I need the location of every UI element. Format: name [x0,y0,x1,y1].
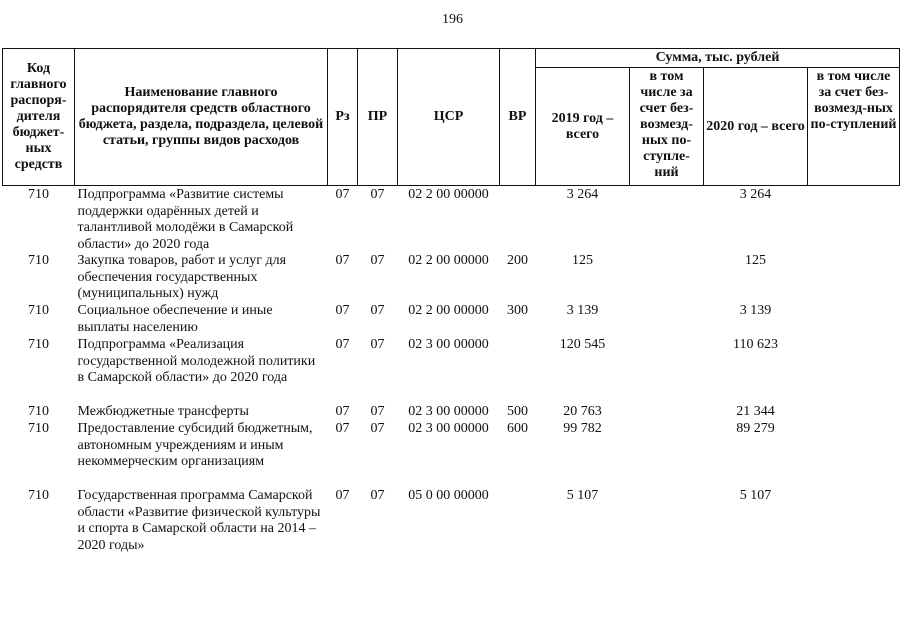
cell-rz: 07 [335,187,350,202]
cell-2020-total: 125 [745,253,766,268]
header-2019-free: в том числе за счет без-возмезд-ных по-ступле-ний [630,68,704,186]
cell-2019-total: 120 545 [559,337,606,352]
table-row [3,421,900,488]
cell-2020-total: 89 279 [736,421,775,436]
cell-name: Социальное обеспечение и иные выплаты населению [77,303,273,335]
table-row [3,186,900,254]
cell-rz: 07 [335,337,350,352]
cell-csr: 02 2 00 00000 [408,187,489,202]
cell-name: Предоставление субсидий бюджетным, автономным учреждениям и иным некоммерческим организациям [77,421,313,469]
cell-vr: 600 [507,421,528,436]
cell-pr: 07 [370,421,385,436]
cell-2020-free [808,404,900,421]
cell-rz: 07 [335,421,350,436]
cell-2020-free [808,421,900,488]
header-2019-total: 2019 год – всего [536,68,630,186]
cell-code: 710 [28,404,49,419]
cell-code: 710 [28,253,49,268]
cell-vr [500,488,536,578]
cell-2020-free [808,186,900,254]
cell-code: 710 [28,488,49,503]
cell-vr [500,186,536,254]
cell-code: 710 [28,421,49,436]
cell-2019-total: 3 264 [566,187,599,202]
cell-2020-total: 3 264 [739,187,772,202]
cell-2019-free [630,337,704,404]
cell-pr: 07 [370,253,385,268]
cell-pr: 07 [370,404,385,419]
table-row [3,337,900,404]
cell-code: 710 [28,303,49,318]
cell-2019-free [630,186,704,254]
cell-2019-free [630,404,704,421]
cell-csr: 02 3 00 00000 [408,337,489,352]
cell-rz: 07 [335,253,350,268]
cell-name: Подпрограмма «Реализация государственной молодежной политики в Самарской области» до 2020 года [77,337,316,385]
cell-code: 710 [28,187,49,202]
header-rz: Рз [328,49,358,186]
cell-csr: 05 0 00 00000 [408,488,489,503]
cell-2020-free [808,488,900,578]
cell-csr: 02 3 00 00000 [408,421,489,436]
table-row [3,253,900,303]
cell-name: Государственная программа Самарской области «Развитие физической культуры и спорта в Самарской области на 2014 – 2020 годы» [77,488,321,553]
header-2020-free: в том числе за счет без-возмезд-ных по-ступлений [808,68,900,186]
cell-2020-total: 3 139 [739,303,772,318]
header-2020-total: 2020 год – всего [704,68,808,186]
cell-pr: 07 [370,488,385,503]
cell-2019-free [630,303,704,337]
cell-rz: 07 [335,303,350,318]
cell-2019-total: 3 139 [566,303,599,318]
budget-table [2,48,900,578]
header-code: Код главного распоря-дителя бюджет-ных средств [3,49,75,186]
cell-csr: 02 2 00 00000 [408,303,489,318]
cell-vr [500,337,536,404]
header-name: Наименование главного распорядителя средств областного бюджета, раздела, подраздела, целевой статьи, группы видов расходов [75,49,328,186]
header-vr: ВР [500,49,536,186]
cell-2019-free [630,253,704,303]
cell-2020-total: 5 107 [739,488,772,503]
cell-pr: 07 [370,303,385,318]
header-pr: ПР [358,49,398,186]
cell-rz: 07 [335,488,350,503]
cell-2020-free [808,337,900,404]
cell-csr: 02 3 00 00000 [408,404,489,419]
cell-2019-total: 99 782 [563,421,602,436]
cell-name: Закупка товаров, работ и услуг для обеспечения государственных (муниципальных) нужд [77,253,287,301]
cell-2019-total: 125 [572,253,593,268]
cell-rz: 07 [335,404,350,419]
cell-name: Межбюджетные трансферты [77,404,249,419]
table-row [3,303,900,337]
cell-csr: 02 2 00 00000 [408,253,489,268]
cell-name: Подпрограмма «Развитие системы поддержки одарённых детей и талантливой молодёжи в Самарской области» до 2020 года [77,187,294,252]
cell-2019-free [630,421,704,488]
cell-vr: 300 [507,303,528,318]
cell-code: 710 [28,337,49,352]
cell-2020-free [808,253,900,303]
cell-2020-total: 21 344 [736,404,775,419]
cell-2019-free [630,488,704,578]
header-sum-group: Сумма, тыс. рублей [536,49,900,68]
cell-pr: 07 [370,187,385,202]
cell-2020-total: 110 623 [733,337,778,352]
cell-2020-free [808,303,900,337]
cell-pr: 07 [370,337,385,352]
table-row [3,404,900,421]
table-row [3,488,900,578]
page-number: 196 [442,12,463,27]
cell-2019-total: 20 763 [563,404,602,419]
cell-vr: 500 [507,404,528,419]
header-csr: ЦСР [398,49,500,186]
cell-vr: 200 [507,253,528,268]
cell-2019-total: 5 107 [566,488,599,503]
